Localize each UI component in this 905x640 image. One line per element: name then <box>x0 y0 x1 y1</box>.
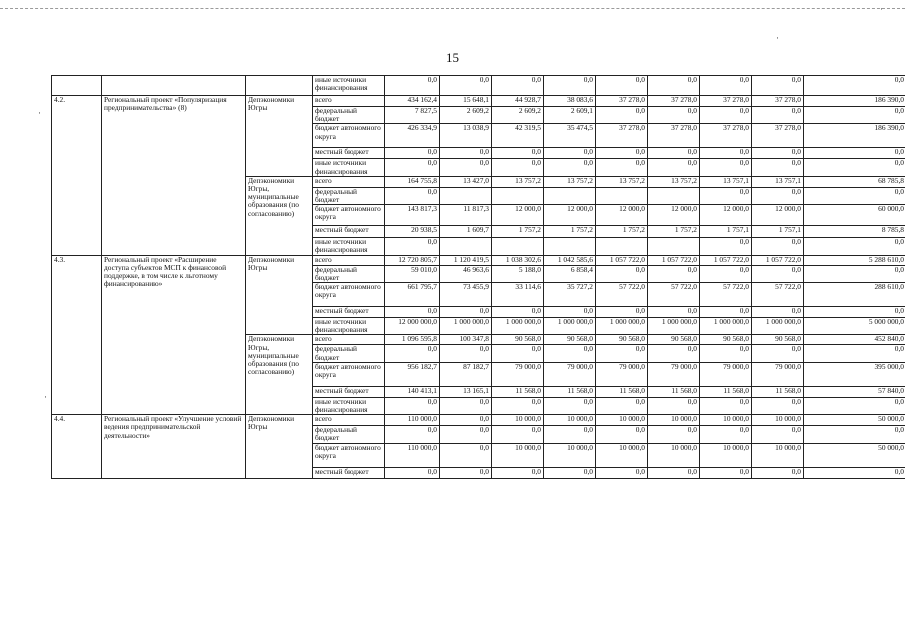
amount-cell: 0,0 <box>596 307 648 318</box>
amount-cell: 0,0 <box>440 415 492 426</box>
amount-cell: 1 057 722,0 <box>752 255 804 265</box>
amount-cell: 0,0 <box>492 467 544 478</box>
amount-cell: 0,0 <box>492 159 544 176</box>
funding-source: местный бюджет <box>313 467 385 478</box>
amount-cell: 6 858,4 <box>544 265 596 282</box>
amount-cell: 57 722,0 <box>596 283 648 307</box>
table-row <box>52 76 905 96</box>
funding-source: федеральный бюджет <box>313 345 385 362</box>
amount-cell <box>544 238 596 255</box>
amount-cell: 0,0 <box>440 345 492 362</box>
amount-cell: 0,0 <box>596 397 648 414</box>
executor: Депэкономики Югры <box>246 415 313 478</box>
amount-cell: 0,0 <box>804 76 905 96</box>
amount-cell: 1 757,2 <box>648 226 700 238</box>
amount-cell: 110 000,0 <box>385 443 440 467</box>
funding-source: всего <box>313 255 385 265</box>
amount-cell: 0,0 <box>440 159 492 176</box>
amount-cell: 12 000,0 <box>492 205 544 226</box>
scan-mark: · <box>38 108 41 118</box>
amount-cell: 100 347,8 <box>440 335 492 345</box>
amount-cell: 0,0 <box>752 148 804 159</box>
funding-source: бюджет автономного округа <box>313 205 385 226</box>
project-name: Региональный проект «Расширение доступа субъектов МСП к финансовой поддержке, в том числе к льготному финансированию» <box>102 255 246 415</box>
amount-cell: 44 928,7 <box>492 96 544 107</box>
amount-cell: 0,0 <box>385 238 440 255</box>
amount-cell: 0,0 <box>440 307 492 318</box>
amount-cell: 0,0 <box>492 307 544 318</box>
amount-cell: 0,0 <box>492 397 544 414</box>
amount-cell: 1 757,2 <box>492 226 544 238</box>
amount-cell: 10 000,0 <box>700 443 752 467</box>
amount-cell: 35 474,5 <box>544 124 596 148</box>
amount-cell: 0,0 <box>752 467 804 478</box>
amount-cell: 11 568,0 <box>492 386 544 397</box>
amount-cell: 0,0 <box>544 345 596 362</box>
amount-cell: 0,0 <box>700 148 752 159</box>
amount-cell: 0,0 <box>752 345 804 362</box>
amount-cell: 186 390,0 <box>804 96 905 107</box>
amount-cell: 661 795,7 <box>385 283 440 307</box>
amount-cell: 13 757,2 <box>596 176 648 187</box>
amount-cell: 0,0 <box>700 238 752 255</box>
executor <box>246 76 313 96</box>
amount-cell: 0,0 <box>385 426 440 443</box>
amount-cell: 0,0 <box>385 307 440 318</box>
amount-cell: 12 000,0 <box>596 205 648 226</box>
amount-cell: 0,0 <box>700 265 752 282</box>
amount-cell: 37 278,0 <box>700 124 752 148</box>
amount-cell: 0,0 <box>804 148 905 159</box>
amount-cell: 0,0 <box>440 148 492 159</box>
amount-cell <box>440 238 492 255</box>
amount-cell: 57 840,0 <box>804 386 905 397</box>
amount-cell: 0,0 <box>804 467 905 478</box>
amount-cell: 10 000,0 <box>648 443 700 467</box>
amount-cell: 0,0 <box>596 148 648 159</box>
amount-cell: 1 057 722,0 <box>700 255 752 265</box>
amount-cell: 0,0 <box>544 159 596 176</box>
amount-cell: 13 757,2 <box>648 176 700 187</box>
amount-cell: 0,0 <box>648 426 700 443</box>
amount-cell: 0,0 <box>700 345 752 362</box>
amount-cell: 0,0 <box>804 426 905 443</box>
funding-source: федеральный бюджет <box>313 187 385 204</box>
amount-cell: 5 288 610,0 <box>804 255 905 265</box>
project-number: 4.2. <box>52 96 102 256</box>
amount-cell <box>544 187 596 204</box>
amount-cell: 90 568,0 <box>544 335 596 345</box>
funding-source: местный бюджет <box>313 148 385 159</box>
financing-table <box>51 75 905 479</box>
amount-cell: 0,0 <box>648 467 700 478</box>
amount-cell: 90 568,0 <box>492 335 544 345</box>
amount-cell: 186 390,0 <box>804 124 905 148</box>
amount-cell: 13 038,9 <box>440 124 492 148</box>
amount-cell: 10 000,0 <box>492 443 544 467</box>
amount-cell <box>492 238 544 255</box>
table-row <box>52 96 905 107</box>
amount-cell: 0,0 <box>385 187 440 204</box>
funding-source: местный бюджет <box>313 386 385 397</box>
amount-cell: 33 114,6 <box>492 283 544 307</box>
amount-cell: 434 162,4 <box>385 96 440 107</box>
amount-cell: 0,0 <box>544 467 596 478</box>
amount-cell: 0,0 <box>804 397 905 414</box>
funding-source: местный бюджет <box>313 226 385 238</box>
amount-cell: 164 755,8 <box>385 176 440 187</box>
executor: Депэкономики Югры, муниципальные образования (по согласованию) <box>246 335 313 415</box>
amount-cell: 1 057 722,0 <box>596 255 648 265</box>
amount-cell: 0,0 <box>804 265 905 282</box>
amount-cell: 90 568,0 <box>648 335 700 345</box>
amount-cell: 0,0 <box>492 76 544 96</box>
amount-cell: 10 000,0 <box>596 443 648 467</box>
amount-cell: 0,0 <box>804 238 905 255</box>
amount-cell: 0,0 <box>700 307 752 318</box>
funding-source: бюджет автономного округа <box>313 362 385 386</box>
amount-cell <box>440 187 492 204</box>
amount-cell: 10 000,0 <box>492 415 544 426</box>
amount-cell: 37 278,0 <box>648 96 700 107</box>
amount-cell: 90 568,0 <box>752 335 804 345</box>
table-row <box>52 415 905 426</box>
amount-cell: 50 000,0 <box>804 443 905 467</box>
amount-cell: 50 000,0 <box>804 415 905 426</box>
amount-cell: 37 278,0 <box>700 96 752 107</box>
funding-source: бюджет автономного округа <box>313 124 385 148</box>
amount-cell: 0,0 <box>700 76 752 96</box>
amount-cell: 11 568,0 <box>596 386 648 397</box>
funding-source: местный бюджет <box>313 307 385 318</box>
amount-cell: 0,0 <box>648 159 700 176</box>
amount-cell: 1 757,2 <box>544 226 596 238</box>
amount-cell: 0,0 <box>804 345 905 362</box>
amount-cell: 140 413,1 <box>385 386 440 397</box>
funding-source: федеральный бюджет <box>313 265 385 282</box>
amount-cell: 57 722,0 <box>648 283 700 307</box>
amount-cell: 0,0 <box>440 443 492 467</box>
scan-mark: · <box>776 33 779 43</box>
amount-cell: 59 010,0 <box>385 265 440 282</box>
amount-cell: 0,0 <box>700 467 752 478</box>
funding-source: бюджет автономного округа <box>313 443 385 467</box>
amount-cell: 79 000,0 <box>700 362 752 386</box>
amount-cell: 5 188,0 <box>492 265 544 282</box>
amount-cell <box>492 187 544 204</box>
funding-source: всего <box>313 415 385 426</box>
amount-cell: 11 568,0 <box>648 386 700 397</box>
amount-cell: 1 042 585,6 <box>544 255 596 265</box>
amount-cell: 0,0 <box>752 107 804 124</box>
executor: Депэкономики Югры, муниципальные образования (по согласованию) <box>246 176 313 255</box>
amount-cell: 90 568,0 <box>596 335 648 345</box>
amount-cell: 0,0 <box>752 265 804 282</box>
amount-cell: 13 427,0 <box>440 176 492 187</box>
amount-cell: 0,0 <box>648 397 700 414</box>
amount-cell: 12 000 000,0 <box>385 318 440 335</box>
amount-cell: 0,0 <box>648 307 700 318</box>
amount-cell: 10 000,0 <box>596 415 648 426</box>
amount-cell: 11 568,0 <box>700 386 752 397</box>
amount-cell: 0,0 <box>544 76 596 96</box>
amount-cell: 0,0 <box>596 265 648 282</box>
amount-cell: 0,0 <box>440 467 492 478</box>
page-number: 15 <box>446 50 459 65</box>
amount-cell: 79 000,0 <box>752 362 804 386</box>
executor: Депэкономики Югры <box>246 96 313 177</box>
amount-cell: 8 785,8 <box>804 226 905 238</box>
amount-cell: 2 609,1 <box>544 107 596 124</box>
amount-cell: 10 000,0 <box>544 443 596 467</box>
amount-cell: 0,0 <box>700 159 752 176</box>
amount-cell: 42 319,5 <box>492 124 544 148</box>
amount-cell: 0,0 <box>752 397 804 414</box>
amount-cell: 0,0 <box>596 426 648 443</box>
funding-source: федеральный бюджет <box>313 426 385 443</box>
amount-cell: 0,0 <box>385 467 440 478</box>
amount-cell: 0,0 <box>648 265 700 282</box>
amount-cell: 0,0 <box>700 397 752 414</box>
amount-cell: 0,0 <box>492 426 544 443</box>
funding-source: всего <box>313 176 385 187</box>
amount-cell: 68 785,8 <box>804 176 905 187</box>
funding-source: иные источники финансирования <box>313 397 385 414</box>
amount-cell: 0,0 <box>385 345 440 362</box>
executor: Депэкономики Югры <box>246 255 313 335</box>
amount-cell: 60 000,0 <box>804 205 905 226</box>
amount-cell: 12 000,0 <box>752 205 804 226</box>
amount-cell: 0,0 <box>804 307 905 318</box>
funding-source: иные источники финансирования <box>313 76 385 96</box>
amount-cell: 0,0 <box>440 397 492 414</box>
project-number: 4.3. <box>52 255 102 415</box>
amount-cell: 0,0 <box>385 397 440 414</box>
amount-cell: 37 278,0 <box>596 124 648 148</box>
amount-cell: 0,0 <box>804 187 905 204</box>
amount-cell: 0,0 <box>385 76 440 96</box>
amount-cell: 38 083,6 <box>544 96 596 107</box>
amount-cell: 13 757,1 <box>752 176 804 187</box>
amount-cell: 0,0 <box>492 345 544 362</box>
amount-cell: 10 000,0 <box>544 415 596 426</box>
amount-cell: 0,0 <box>752 76 804 96</box>
amount-cell: 57 722,0 <box>752 283 804 307</box>
amount-cell <box>596 187 648 204</box>
amount-cell: 1 038 302,6 <box>492 255 544 265</box>
amount-cell: 15 648,1 <box>440 96 492 107</box>
scan-mark: · <box>44 392 47 402</box>
amount-cell: 143 817,3 <box>385 205 440 226</box>
amount-cell: 1 000 000,0 <box>700 318 752 335</box>
amount-cell: 13 757,2 <box>492 176 544 187</box>
amount-cell: 0,0 <box>804 107 905 124</box>
amount-cell: 0,0 <box>700 426 752 443</box>
funding-source: иные источники финансирования <box>313 318 385 335</box>
amount-cell: 10 000,0 <box>648 415 700 426</box>
amount-cell: 0,0 <box>648 345 700 362</box>
amount-cell: 11 817,3 <box>440 205 492 226</box>
amount-cell: 20 938,5 <box>385 226 440 238</box>
amount-cell: 0,0 <box>752 187 804 204</box>
amount-cell: 10 000,0 <box>700 415 752 426</box>
amount-cell: 37 278,0 <box>752 124 804 148</box>
amount-cell: 0,0 <box>596 159 648 176</box>
scan-top-border <box>0 8 905 9</box>
funding-source: федеральный бюджет <box>313 107 385 124</box>
amount-cell: 79 000,0 <box>596 362 648 386</box>
amount-cell <box>648 187 700 204</box>
amount-cell: 0,0 <box>544 397 596 414</box>
amount-cell: 0,0 <box>492 148 544 159</box>
amount-cell: 0,0 <box>752 238 804 255</box>
amount-cell: 0,0 <box>440 426 492 443</box>
amount-cell: 0,0 <box>752 159 804 176</box>
amount-cell: 0,0 <box>752 426 804 443</box>
amount-cell: 5 000 000,0 <box>804 318 905 335</box>
amount-cell: 37 278,0 <box>596 96 648 107</box>
amount-cell: 2 609,2 <box>440 107 492 124</box>
amount-cell: 288 610,0 <box>804 283 905 307</box>
amount-cell: 13 757,1 <box>700 176 752 187</box>
amount-cell: 35 727,2 <box>544 283 596 307</box>
amount-cell: 0,0 <box>804 159 905 176</box>
amount-cell: 79 000,0 <box>492 362 544 386</box>
amount-cell: 1 000 000,0 <box>544 318 596 335</box>
amount-cell: 452 840,0 <box>804 335 905 345</box>
amount-cell: 0,0 <box>596 107 648 124</box>
amount-cell: 0,0 <box>752 307 804 318</box>
amount-cell: 395 000,0 <box>804 362 905 386</box>
amount-cell: 13 757,2 <box>544 176 596 187</box>
amount-cell: 1 609,7 <box>440 226 492 238</box>
project-name: Региональный проект «Улучшение условий ведения предпринимательской деятельности» <box>102 415 246 478</box>
amount-cell: 0,0 <box>440 76 492 96</box>
funding-source: иные источники финансирования <box>313 238 385 255</box>
funding-source: всего <box>313 335 385 345</box>
amount-cell: 73 455,9 <box>440 283 492 307</box>
amount-cell: 79 000,0 <box>544 362 596 386</box>
amount-cell: 426 334,9 <box>385 124 440 148</box>
amount-cell <box>648 238 700 255</box>
amount-cell: 46 963,6 <box>440 265 492 282</box>
amount-cell: 0,0 <box>596 467 648 478</box>
amount-cell: 12 720 805,7 <box>385 255 440 265</box>
amount-cell <box>596 238 648 255</box>
amount-cell: 37 278,0 <box>752 96 804 107</box>
amount-cell: 12 000,0 <box>544 205 596 226</box>
amount-cell: 11 568,0 <box>544 386 596 397</box>
amount-cell: 1 096 595,8 <box>385 335 440 345</box>
project-name: Региональный проект «Популяризация предпринимательства» (8) <box>102 96 246 256</box>
project-number: 4.4. <box>52 415 102 478</box>
scan-mark: · <box>880 4 883 14</box>
amount-cell: 110 000,0 <box>385 415 440 426</box>
amount-cell: 1 757,1 <box>700 226 752 238</box>
amount-cell: 0,0 <box>596 345 648 362</box>
amount-cell: 87 182,7 <box>440 362 492 386</box>
amount-cell: 0,0 <box>385 159 440 176</box>
amount-cell: 1 120 419,5 <box>440 255 492 265</box>
amount-cell: 11 568,0 <box>752 386 804 397</box>
funding-source: бюджет автономного округа <box>313 283 385 307</box>
project-name <box>102 76 246 96</box>
amount-cell: 10 000,0 <box>752 443 804 467</box>
amount-cell: 0,0 <box>648 76 700 96</box>
amount-cell: 0,0 <box>544 307 596 318</box>
amount-cell: 0,0 <box>544 148 596 159</box>
amount-cell: 0,0 <box>385 148 440 159</box>
project-number <box>52 76 102 96</box>
amount-cell: 7 827,5 <box>385 107 440 124</box>
amount-cell: 1 000 000,0 <box>648 318 700 335</box>
amount-cell: 1 000 000,0 <box>752 318 804 335</box>
table-row <box>52 255 905 265</box>
amount-cell: 12 000,0 <box>700 205 752 226</box>
amount-cell: 0,0 <box>648 148 700 159</box>
amount-cell: 79 000,0 <box>648 362 700 386</box>
amount-cell: 90 568,0 <box>700 335 752 345</box>
amount-cell: 37 278,0 <box>648 124 700 148</box>
amount-cell: 10 000,0 <box>752 415 804 426</box>
amount-cell: 0,0 <box>700 187 752 204</box>
amount-cell: 1 057 722,0 <box>648 255 700 265</box>
amount-cell: 57 722,0 <box>700 283 752 307</box>
amount-cell: 1 757,1 <box>752 226 804 238</box>
funding-source: всего <box>313 96 385 107</box>
amount-cell: 0,0 <box>700 107 752 124</box>
amount-cell: 956 182,7 <box>385 362 440 386</box>
funding-source: иные источники финансирования <box>313 159 385 176</box>
amount-cell: 0,0 <box>544 426 596 443</box>
amount-cell: 1 000 000,0 <box>440 318 492 335</box>
amount-cell: 0,0 <box>596 76 648 96</box>
amount-cell: 1 757,2 <box>596 226 648 238</box>
amount-cell: 1 000 000,0 <box>492 318 544 335</box>
amount-cell: 13 165,1 <box>440 386 492 397</box>
amount-cell: 2 609,2 <box>492 107 544 124</box>
amount-cell: 12 000,0 <box>648 205 700 226</box>
amount-cell: 0,0 <box>648 107 700 124</box>
amount-cell: 1 000 000,0 <box>596 318 648 335</box>
